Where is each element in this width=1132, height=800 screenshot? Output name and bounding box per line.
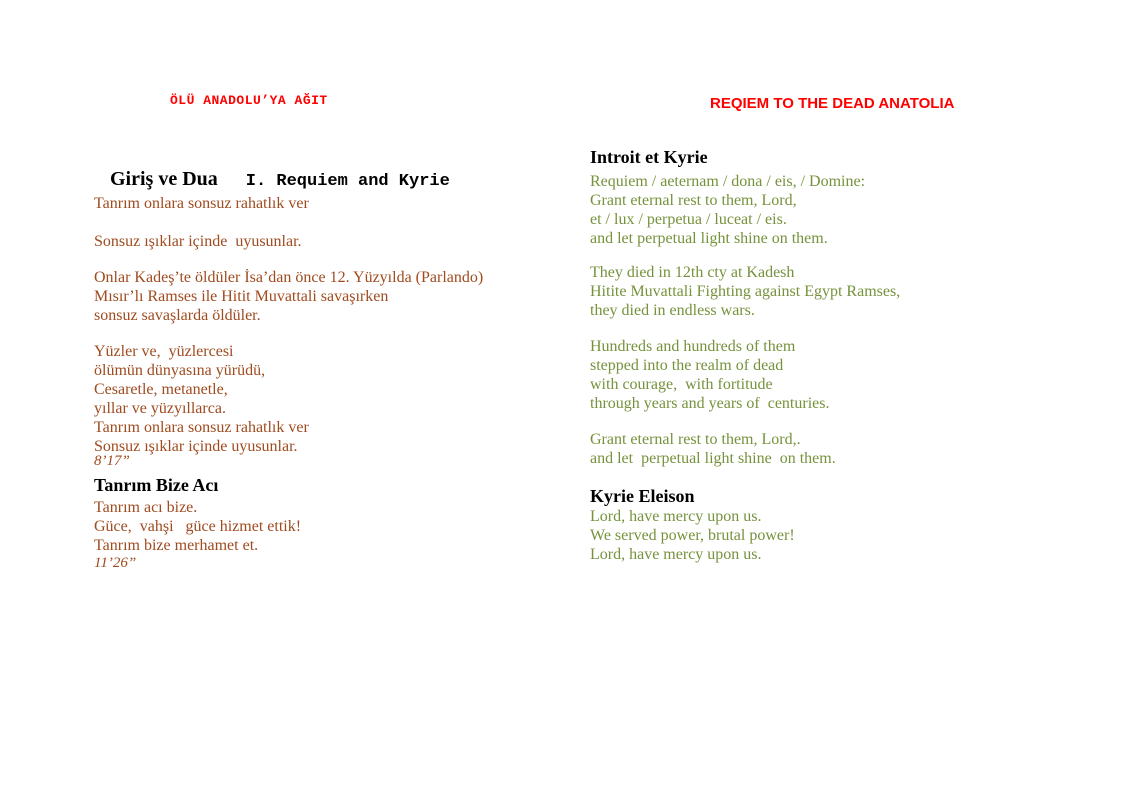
text-line: Onlar Kadeş’te öldüler İsa’dan önce 12. Yüzyılda (Parlando) — [94, 269, 484, 286]
english-heading-introit-et-kyrie: Introit et Kyrie — [590, 147, 708, 167]
english-stanza-2 — [590, 263, 900, 320]
text-line: ölümün dünyasına yürüdü, — [94, 362, 266, 379]
text-line: Sonsuz ışıklar içinde uyusunlar. — [94, 438, 298, 455]
text-line: Güce, vahşi güce hizmet ettik! — [94, 518, 302, 535]
text-line: and let perpetual light shine on them. — [590, 450, 836, 467]
text-line: stepped into the realm of dead — [590, 357, 784, 374]
text-line: Hitite Muvattali Fighting against Egypt Ramses, — [590, 283, 901, 300]
english-stanza-1 — [590, 172, 865, 248]
text-line: and let perpetual light shine on them. — [590, 230, 828, 247]
section-title-turkish: Giriş ve Dua — [110, 168, 218, 190]
text-line: Grant eternal rest to them, Lord,. — [590, 431, 801, 448]
text-line: Mısır’lı Ramses ile Hitit Muvattali savaşırken — [94, 288, 389, 305]
text-line: Yüzler ve, yüzlercesi — [94, 343, 234, 360]
text-line: sonsuz savaşlarda öldüler. — [94, 307, 261, 324]
text-line: Tanrım bize merhamet et. — [94, 537, 259, 554]
text-line: yıllar ve yüzyıllarca. — [94, 400, 226, 417]
text-line: Hundreds and hundreds of them — [590, 338, 796, 355]
text-line: Tanrım acı bize. — [94, 499, 198, 516]
section-title-english: I. Requiem and Kyrie — [245, 172, 450, 191]
text-line: They died in 12th cty at Kadesh — [590, 264, 795, 281]
text-line: Cesaretle, metanetle, — [94, 381, 228, 398]
text-line: Lord, have mercy upon us. — [590, 546, 762, 563]
text-line: Requiem / aeternam / dona / eis, / Domine: — [590, 173, 866, 190]
text-line: they died in endless wars. — [590, 302, 755, 319]
movement-duration-2: 11’26” — [94, 555, 137, 571]
text-line: Grant eternal rest to them, Lord, — [590, 192, 797, 209]
turkish-stanza-5 — [94, 498, 301, 555]
text-line: We served power, brutal power! — [590, 527, 795, 544]
turkish-stanza-1 — [94, 194, 309, 213]
turkish-stanza-2 — [94, 232, 302, 251]
turkish-heading-tanrim-bize-aci: Tanrım Bize Acı — [94, 475, 219, 495]
turkish-stanza-4 — [94, 342, 309, 456]
text-line: through years and years of centuries. — [590, 395, 830, 412]
left-page-header: ÖLÜ ANADOLU’YA AĞIT — [170, 93, 328, 108]
english-stanza-3 — [590, 337, 829, 413]
english-stanza-4 — [590, 430, 836, 468]
text-line: Sonsuz ışıklar içinde uyusunlar. — [94, 233, 302, 250]
text-line: Tanrım onlara sonsuz rahatlık ver — [94, 419, 309, 436]
text-line: Tanrım onlara sonsuz rahatlık ver — [94, 195, 309, 212]
english-stanza-5 — [590, 507, 795, 564]
movement-duration-1: 8’17” — [94, 453, 130, 469]
turkish-stanza-3 — [94, 268, 483, 325]
right-page-header: REQIEM TO THE DEAD ANATOLIA — [710, 95, 955, 112]
english-heading-kyrie-eleison: Kyrie Eleison — [590, 486, 695, 506]
text-line: et / lux / perpetua / luceat / eis. — [590, 211, 787, 228]
text-line: with courage, with fortitude — [590, 376, 773, 393]
text-line: Lord, have mercy upon us. — [590, 508, 762, 525]
